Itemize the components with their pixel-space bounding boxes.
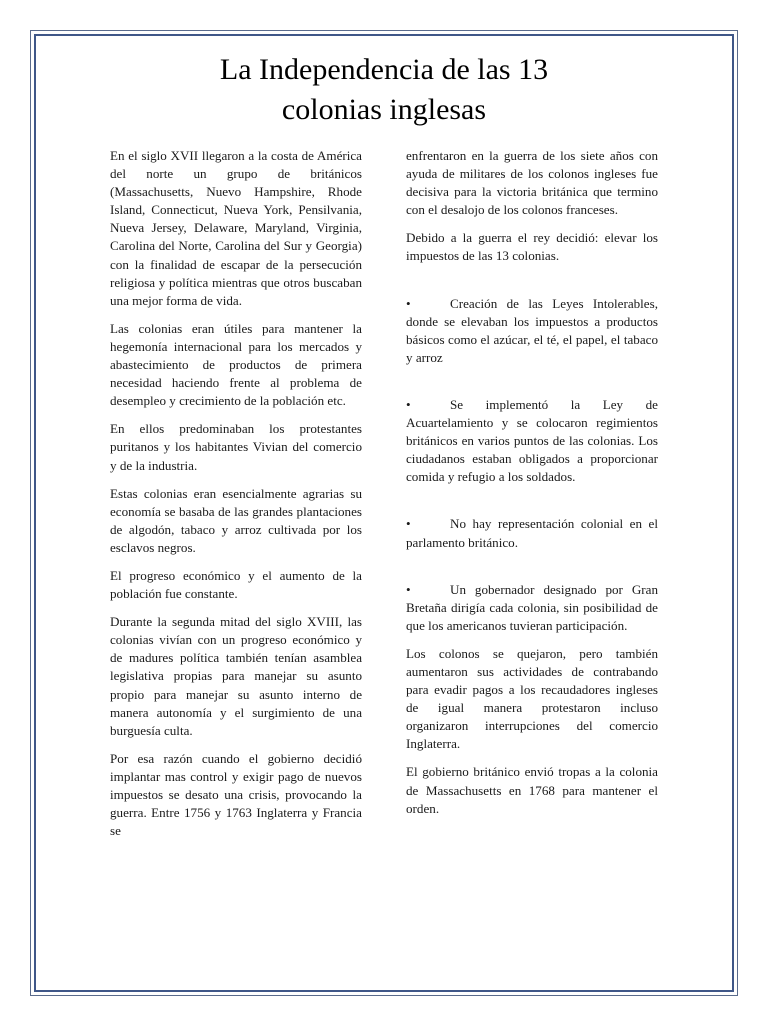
- document-title: [40, 50, 728, 130]
- bullet-icon: •: [406, 295, 411, 311]
- paragraph: Por esa razón cuando el gobierno decidió implantar mas control y exigir pago de nuevos impuestos se desato una crisis, provocando la guerra. Entre 1756 y 1763 Inglaterra y Francia se: [110, 750, 362, 839]
- bullet-icon: •: [406, 581, 411, 597]
- paragraph: En el siglo XVII llegaron a la costa de América del norte un grupo de británicos (Massachusetts, Nuevo Hampshire, Rhode Island, Connecticut, Nueva York, Pensilvania, Nueva Jersey, Delaware, Maryland, Virginia, Carolina del Norte, Carolina del Sur y Georgia) con la finalidad de escapar de la persecución religiosa y política mientras que otros buscaban una mejor forma de vida.: [110, 148, 362, 308]
- left-column: [110, 147, 362, 850]
- bullet-text: No hay representación colonial en el parlamento británico.: [406, 516, 658, 550]
- bullet-text: Un gobernador designado por Gran Bretaña dirigía cada colonia, sin posibilidad de que los americanos tuvieran participación.: [406, 581, 658, 633]
- paragraph: El gobierno británico envió tropas a la colonia de Massachusetts en 1768 para mantener el orden.: [406, 764, 658, 816]
- bullet-text: Creación de las Leyes Intolerables, donde se elevaban los impuestos a productos básicos como el azúcar, el té, el papel, el tabaco y arroz: [406, 295, 658, 365]
- bullet-item: [406, 396, 658, 486]
- bullet-text: Se implementó la Ley de Acuartelamiento y se colocaron regimientos británicos en varios puntos de las colonias. Los ciudadanos estaban obligados a proporcionar comida y refugio a los soldados.: [406, 396, 658, 485]
- bullet-item: [406, 581, 658, 635]
- paragraph: Durante la segunda mitad del siglo XVIII, las colonias vivían con un progreso económico y de madures política también tenían asamblea legislativa propias para manejar su asunto propio para manejar su asunto interno de manera autonomía y el surgimiento de una burguesía culta.: [110, 614, 362, 738]
- paragraph: El progreso económico y el aumento de la población fue constante.: [110, 567, 362, 602]
- paragraph: enfrentaron en la guerra de los siete años con ayuda de militares de los colonos ingleses fue decisiva para la victoria británica que termino con el desalojo de los colonos franceses.: [406, 148, 658, 218]
- bullet-item: [406, 295, 658, 367]
- title-line-2: colonias inglesas: [281, 93, 487, 126]
- paragraph: Debido a la guerra el rey decidió: elevar los impuestos de las 13 colonias.: [406, 230, 658, 264]
- title-line-1: La Independencia de las 13: [219, 53, 549, 86]
- bullet-icon: •: [406, 396, 411, 412]
- right-column: [406, 147, 658, 828]
- paragraph: Las colonias eran útiles para mantener la hegemonía internacional para los mercados y abastecimiento de productos de primera necesidad haciendo frente al problema de desempleo y crecimiento de la población etc.: [110, 320, 362, 409]
- bullet-icon: •: [406, 516, 411, 532]
- bullet-item: [406, 515, 658, 551]
- paragraph: En ellos predominaban los protestantes puritanos y los habitantes Vivian del comercio y de la industria.: [110, 421, 362, 473]
- paragraph: Estas colonias eran esencialmente agrarias su economía se basaba de las grandes plantaciones de algodón, tabaco y arroz cultivada por los esclavos negros.: [110, 485, 362, 555]
- paragraph: Los colonos se quejaron, pero también aumentaron sus actividades de contrabando para evadir pagos a los recaudadores ingleses de igual manera protestaron incluso organizaron interrupciones del comercio Inglaterra.: [406, 645, 658, 752]
